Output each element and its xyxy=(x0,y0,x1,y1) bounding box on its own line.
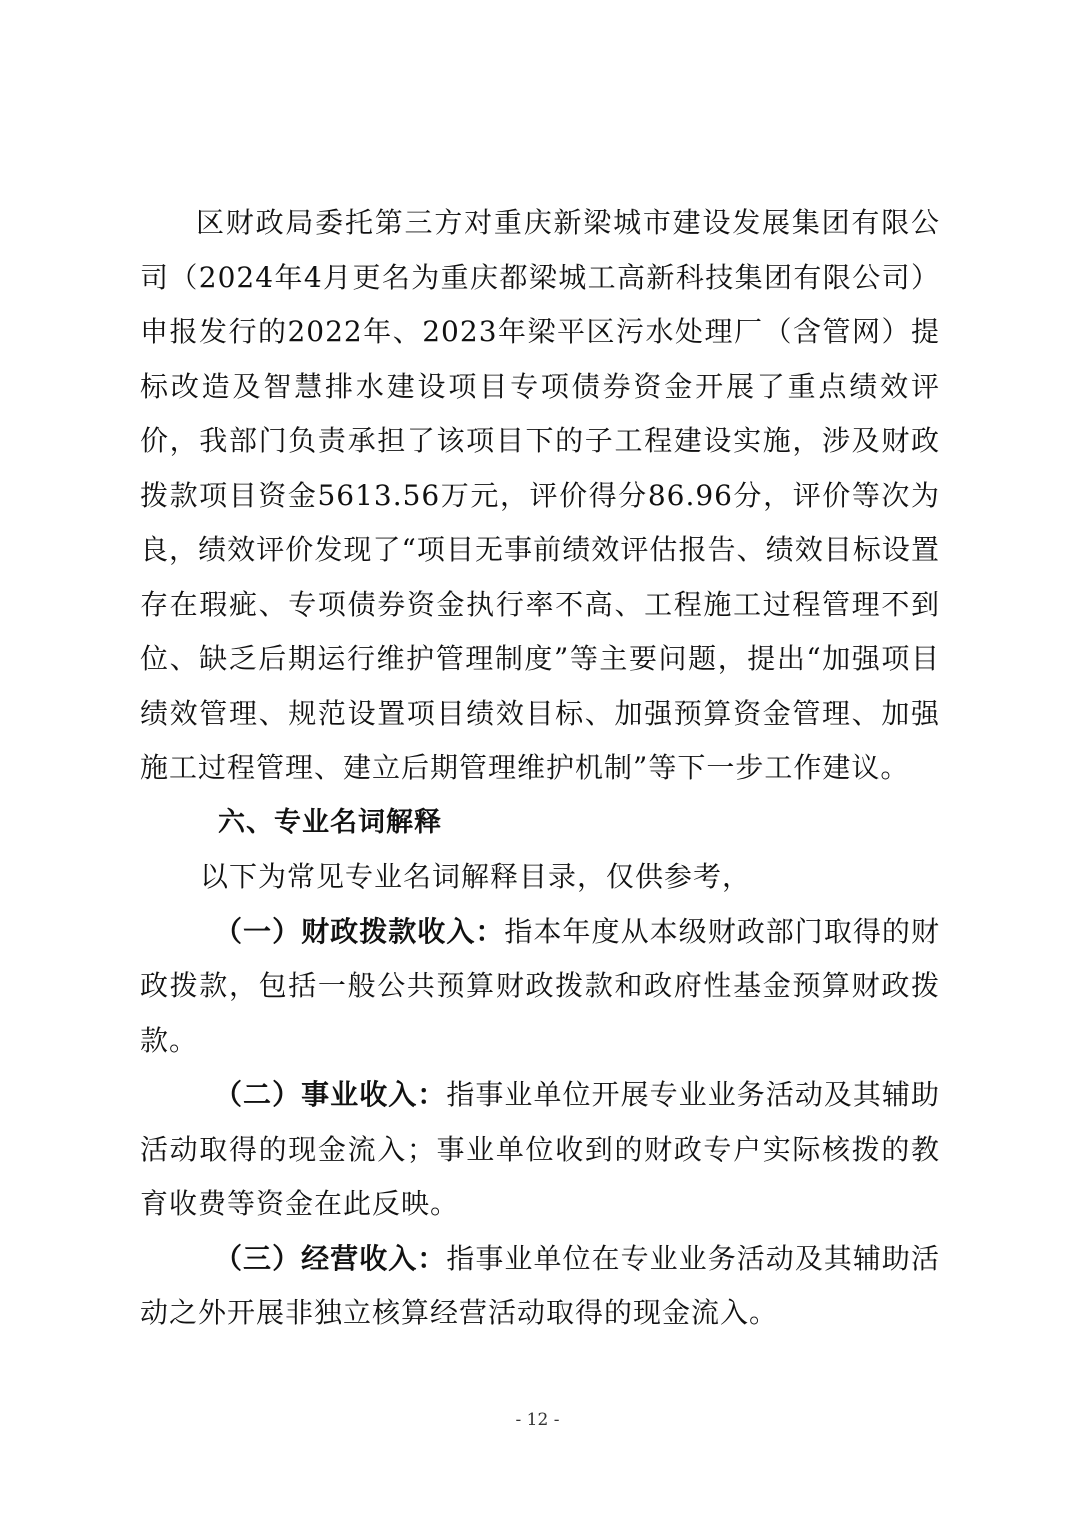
paragraph-evaluation: 区财政局委托第三方对重庆新梁城市建设发展集团有限公司（2024年4月更名为重庆都梁城工高新科技集团有限公司）申报发行的2022年、2023年梁平区污水处理厂（含管网）提标改造及智慧排水建设项目专项债券资金开展了重点绩效评价，我部门负责承担了该项目下的子工程建设实施，涉及财政拨款项目资金5613.56万元，评价得分86.96分，评价等次为良，绩效评价发现了“项目无事前绩效评估报告、绩效目标设置存在瑕疵、专项债券资金执行率不高、工程施工过程管理不到位、缺乏后期运行维护管理制度”等主要问题，提出“加强项目绩效管理、规范设置项目绩效目标、加强预算资金管理、加强施工过程管理、建立后期管理维护机制”等下一步工作建议。 xyxy=(140,206,940,784)
term-title: （三）经营收入： xyxy=(214,1241,447,1275)
intro-paragraph: 以下为常见专业名词解释目录，仅供参考， xyxy=(200,860,752,893)
page-content xyxy=(140,196,940,1341)
term-definition: 指本年度从本级财政部门取得的财政拨款，包括一般公共预算财政拨款和政府性基金预算财政拨款。 xyxy=(140,914,940,1057)
term-definition: 指事业单位在专业业务活动及其辅助活动之外开展非独立核算经营活动取得的现金流入。 xyxy=(140,1241,940,1329)
term-definition: 指事业单位开展专业业务活动及其辅助活动取得的现金流入；事业单位收到的财政专户实际核拨的教育收费等资金在此反映。 xyxy=(140,1078,940,1220)
term-paragraph xyxy=(140,1068,940,1232)
term-title: （一）财政拨款收入： xyxy=(214,914,505,948)
term-paragraph xyxy=(140,1232,940,1341)
section-heading: 六、专业名词解释 xyxy=(218,806,442,838)
term-paragraph xyxy=(140,905,940,1069)
page-number: - 12 - xyxy=(515,1410,560,1430)
term-title: （二）事业收入： xyxy=(214,1078,447,1111)
